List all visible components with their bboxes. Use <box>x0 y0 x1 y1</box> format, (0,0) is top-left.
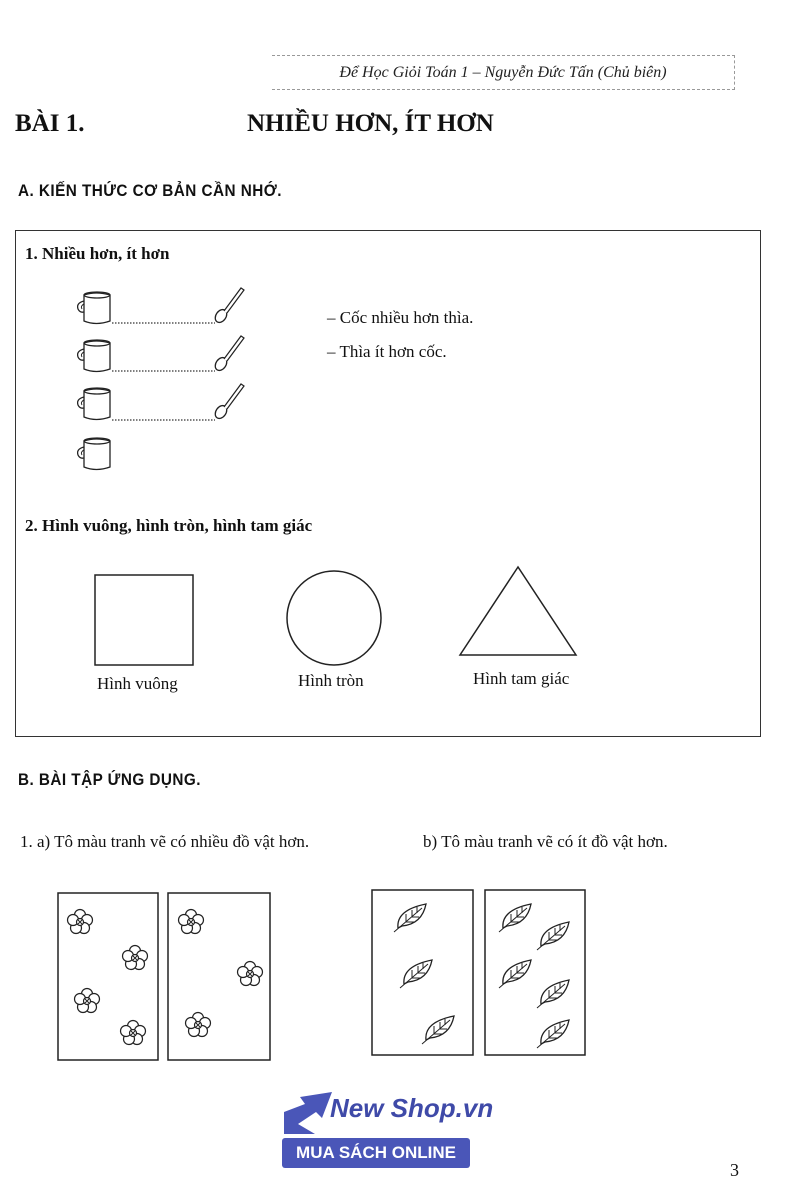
logo-name: New Shop.vn <box>330 1093 494 1123</box>
spoon-icon <box>213 288 244 325</box>
part1-title: 1. Nhiều hơn, ít hơn <box>25 244 170 263</box>
page-number: 3 <box>730 1160 739 1180</box>
circle-shape <box>287 571 381 665</box>
lesson-title: NHIỀU HƠN, ÍT HƠN <box>247 110 494 137</box>
circle-label: Hình tròn <box>298 671 364 690</box>
spoon-icon <box>213 336 244 373</box>
lesson-number: BÀI 1. <box>15 110 85 137</box>
triangle-label: Hình tam giác <box>473 669 570 688</box>
part1-line1: – Cốc nhiều hơn thìa. <box>327 308 474 327</box>
leaf-icon <box>537 1020 569 1048</box>
exercise-1b: b) Tô màu tranh vẽ có ít đồ vật hơn. <box>423 832 668 851</box>
leaf-icon <box>537 980 569 1008</box>
leaf-icon <box>499 960 531 988</box>
square-label: Hình vuông <box>97 674 178 693</box>
part1-line2: – Thìa ít hơn cốc. <box>327 342 447 361</box>
logo-tagline: MUA SÁCH ONLINE <box>282 1138 470 1168</box>
leaf-icon <box>422 1016 454 1044</box>
match-lines <box>112 323 215 420</box>
arrow-logo-icon <box>284 1092 332 1134</box>
leaf-icon <box>499 904 531 932</box>
flower-icon <box>75 989 100 1013</box>
leaf-icon <box>537 922 569 950</box>
spoon-icon <box>213 384 244 421</box>
triangle-shape <box>460 567 576 655</box>
cup-icon <box>78 340 110 372</box>
picture-box-b2 <box>485 890 585 1055</box>
flower-icon <box>123 946 148 970</box>
part2-title: 2. Hình vuông, hình tròn, hình tam giác <box>25 516 313 535</box>
exercise-1a: 1. a) Tô màu tranh vẽ có nhiều đồ vật hơn. <box>20 832 310 851</box>
section-a-title: A. KIẾN THỨC CƠ BẢN CẦN NHỚ. <box>18 181 282 200</box>
leaf-icon <box>400 960 432 988</box>
cup-icon <box>78 438 110 470</box>
flower-icon <box>68 910 93 934</box>
flower-icon <box>121 1021 146 1045</box>
section-b-title: B. BÀI TẬP ỨNG DỤNG. <box>18 770 201 789</box>
cup-icon <box>78 292 110 324</box>
cup-icon <box>78 388 110 420</box>
flower-icon <box>238 962 263 986</box>
flower-icon <box>186 1013 211 1037</box>
running-header: Để Học Giỏi Toán 1 – Nguyễn Đức Tấn (Chủ biên) <box>272 55 735 90</box>
leaf-icon <box>394 904 426 932</box>
flower-icon <box>179 910 204 934</box>
square-shape <box>95 575 193 665</box>
